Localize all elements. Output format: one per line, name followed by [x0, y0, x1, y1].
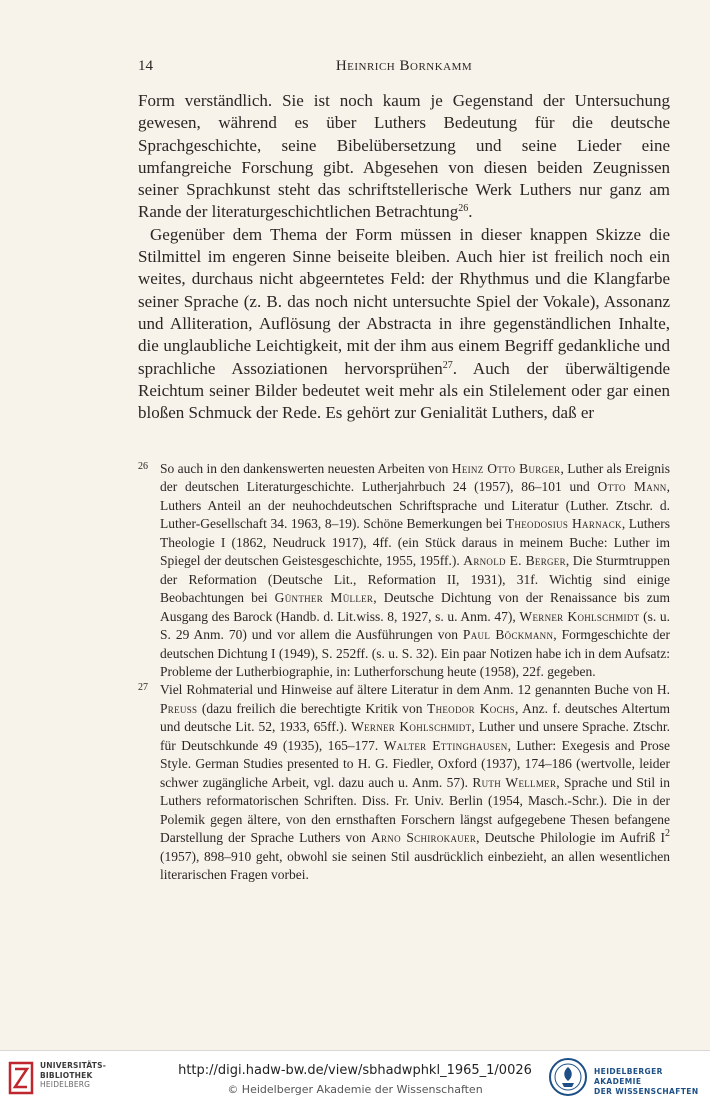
main-text — [138, 90, 670, 424]
author-name: Günther Müller — [274, 590, 374, 606]
page-number: 14 — [138, 58, 153, 74]
paragraph-2: Gegenüber dem Thema der Form müssen in dieser knappen Skizze die Stilmittel im engeren Sinne beiseite bleiben. Auch hier ist freilich noch ein weites, durchaus nicht abgeerntetes Feld: der Rhythmus und die Klangfarbe seiner Sprache (z. B. das noch nicht untersuchte Spiel der Vokale), Assonanz und Alliteration, Auflösung der Abstracta in ihre gegenständlichen Inhalte, die unglaubliche Leichtigkeit, mit der ihm aus einem Begriff gedankliche und sprachliche Assoziationen hervorsprühen$^{27}$. Auch der überwältigende Reichtum seiner Bilder bedeutet weit mehr als ein Stilelement oder gar einen bloßen Schmuck der Rede. Es gehört zur Genialität Luthers, daß er — [138, 224, 670, 423]
footnotes — [138, 460, 670, 884]
author-name: Werner Kohlschmidt — [351, 719, 472, 735]
running-title: Heinrich Bornkamm — [335, 58, 473, 74]
author-name: Theodosius Harnack — [505, 516, 622, 532]
footnote-27: 27 Viel Rohmaterial und Hinweise auf ältere Literatur in dem Anm. 12 genannten Buche von H. Preuss (dazu freilich die berechtigte Kritik von Theodor Kochs, Anz. f. deutsches Altertum und deutsche Lit. 52, 1933, 65ff.). Werner Kohlschmidt, Luther und unsere Sprache. Ztschr. für Deutschkunde 49 (1935), 165–177. Walter Ettinghausen, Luther: Exegesis and Prose Style. German Studies presented to H. G. Fiedler, Oxford (1937), 174–186 (wertvolle, leider schwer zugängliche Arbeit, vgl. dazu auch u. Anm. 57). Ruth Wellmer, Sprache und Stil in Luthers reformatorischen Schriften. Diss. Fr. Univ. Berlin (1954, Masch.-Schr.). Die in der Polemik gegen ältere, von den ernsthaften Forschern längst aufgegebene Thesen befangene Darstellung der Sprache Luthers von Arno Schirokauer, Deutsche Philologie im Aufriß $I^2$ (1957), 898–910 geht, obwohl sie seinen Stil ausdrücklich einbezieht, an allen wesentlichen literarischen Fragen vorbei. — [138, 682, 670, 882]
author-name: Arno Schirokauer — [370, 830, 477, 846]
permalink-url[interactable]: http://digi.hadw-bw.de/view/sbhadwphkl_1965_1/0026 — [178, 1063, 532, 1078]
author-name: Heinz Otto Burger — [451, 461, 561, 476]
footnote-ref-27[interactable]: 27 — [442, 359, 453, 371]
footnote-mark: 27 — [138, 682, 148, 694]
author-name: Ruth Wellmer — [472, 774, 557, 790]
author-name: Arnold E. Berger — [463, 553, 566, 569]
author-name: Theodor Kochs — [427, 700, 515, 716]
footnote-mark: 26 — [138, 461, 148, 472]
footnote-ref-26[interactable]: 26 — [458, 203, 469, 215]
running-header — [138, 58, 670, 80]
footnote-26: 26 So auch in den dankenswerten neuesten Arbeiten von Heinz Otto Burger, Luther als Ereignis der deutschen Literaturgeschichte. Lutherjahrbuch 24 (1957), 86–101 und Otto Mann, Luthers Anteil an der neuhochdeutschen Schriftsprache und Literatur (Luther. Ztschr. d. Luther-Gesellschaft 34. 1963, 8–19). Schöne Bemerkungen bei Theodosius Harnack, Luthers Theologie I (1862, Neudruck 1917), 4ff. (ein Stück daraus in meinem Buche: Luther im Spiegel der deutschen Geistesgeschichte, 1955, 195ff.). Arnold E. Berger, Die Sturmtruppen der Reformation (Deutsche Lit., Reformation II, 1931), 31f. Wichtig sind einige Beobachtungen bei Günther Müller, Deutsche Dichtung von der Renaissance bis zum Ausgang des Barock (Handb. d. Lit.wiss. 8, 1927, s. u. Anm. 47), Werner Kohlschmidt (s. u. S. 29 Anm. 70) und vor allem die Ausführungen von Paul Böckmann, Formgeschichte der deutschen Dichtung I (1949), S. 252ff. (s. u. S. 32). Ein paar Notizen habe ich in dem Aufsatz: Probleme der Lutherbiographie, in: Lutherforschung heute (1958), 22f. gegeben. — [138, 461, 670, 679]
author-name: Preuss — [160, 700, 198, 716]
author-name: Walter Ettinghausen — [383, 737, 508, 753]
paragraph-1: Form verständlich. Sie ist noch kaum je Gegenstand der Untersuchung gewesen, während es über Luthers Bedeutung für die deutsche Sprachgeschichte, seine Bibelübersetzung und seine Lieder eine umfangreiche Forschung gibt. Abgesehen von diesen beiden Zeugnissen seiner Sprachkunst steht das schriftstellerische Werk Luthers nur ganz am Rande der literaturgeschichtlichen Betrachtung$^{26}$. — [138, 91, 670, 222]
viewer-footer — [0, 1050, 710, 1103]
academy-seal-icon[interactable] — [548, 1057, 588, 1097]
university-library-name: UNIVERSITÄTS- BIBLIOTHEK HEIDELBERG — [40, 1061, 107, 1089]
author-name: Otto Mann — [597, 479, 667, 495]
author-name: Paul Böckmann — [462, 627, 554, 643]
superscript: 2 — [665, 828, 670, 840]
copyright-notice: © Heidelberger Akademie der Wissenschaften — [227, 1083, 483, 1096]
academy-name: HEIDELBERGER AKADEMIE DER WISSENSCHAFTEN — [594, 1067, 699, 1096]
author-name: Werner Kohlschmidt — [519, 608, 640, 624]
